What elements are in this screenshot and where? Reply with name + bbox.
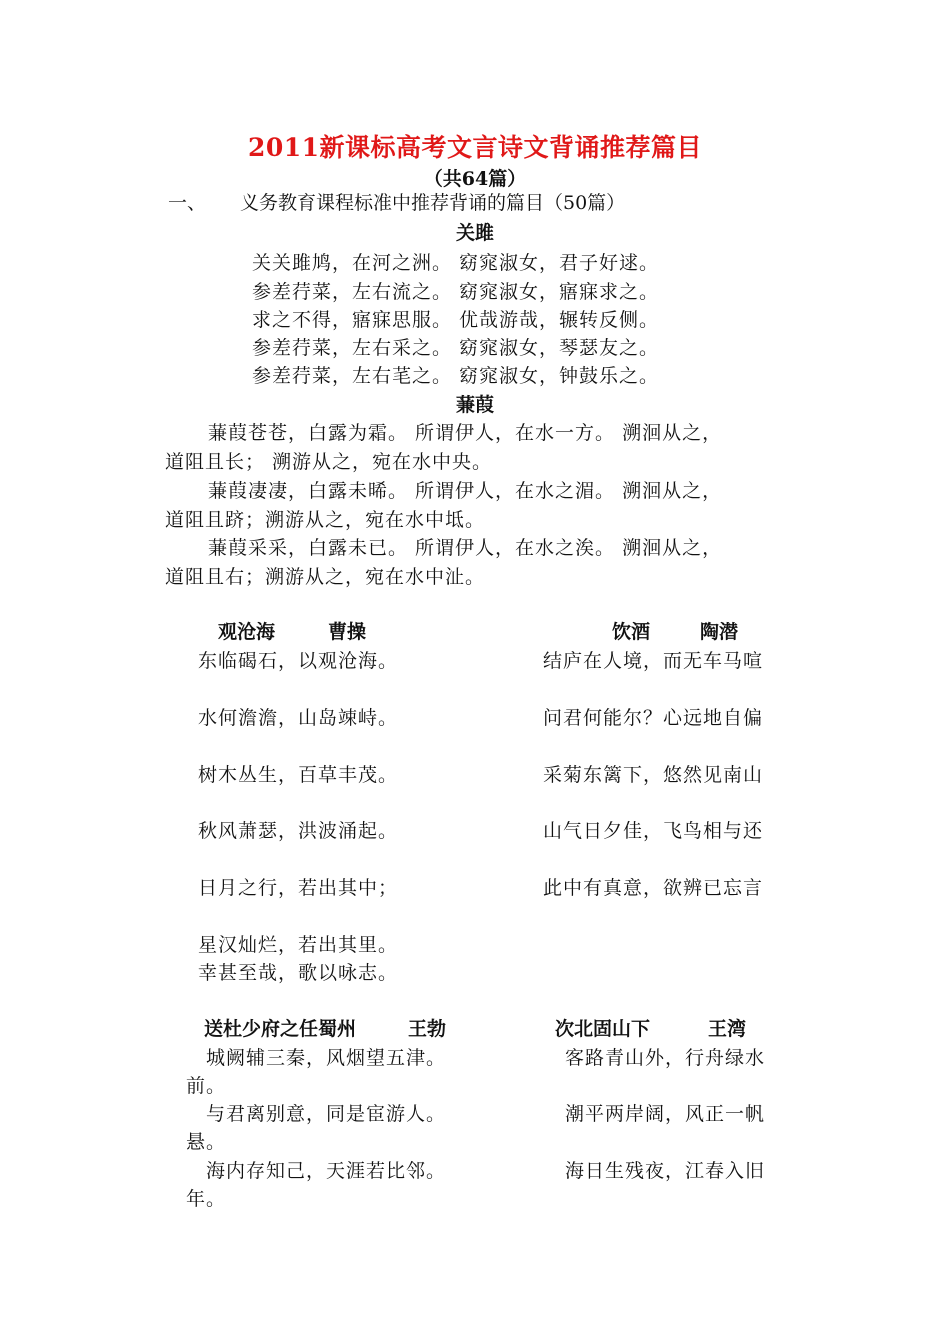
poem-line: 道阻且长； 溯游从之，宛在水中央。 bbox=[165, 451, 493, 473]
poem-line: 此中有真意，欲辨已忘言 bbox=[543, 877, 764, 899]
poem-line: 蒹葭苍苍，白露为霜。 所谓伊人，在水一方。 溯洄从之， bbox=[208, 422, 723, 444]
poem-title-yinjiu: 饮酒 bbox=[612, 621, 651, 643]
poem-line: 与君离别意，同是宦游人。 bbox=[206, 1103, 447, 1125]
poem-line: 参差荇菜，左右流之。 窈窕淑女，寤寐求之。 bbox=[252, 281, 660, 303]
poem-line: 蒹葭采采，白露未已。 所谓伊人，在水之涘。 溯洄从之， bbox=[208, 537, 723, 559]
poem-line: 日月之行，若出其中； bbox=[198, 877, 399, 899]
poem-line: 城阙辅三秦，风烟望五津。 bbox=[206, 1047, 447, 1069]
poem-title-jianjia: 蒹葭 bbox=[455, 394, 494, 416]
poem-line: 蒹葭凄凄，白露未晞。 所谓伊人，在水之湄。 溯洄从之， bbox=[208, 480, 723, 502]
poem-title-guanju: 关雎 bbox=[455, 222, 494, 244]
poem-line: 求之不得，寤寐思服。 优哉游哉，辗转反侧。 bbox=[252, 309, 660, 331]
poem-line: 秋风萧瑟，洪波涌起。 bbox=[198, 820, 399, 842]
document-title: 2011新课标高考文言诗文背诵推荐篇目 bbox=[247, 133, 703, 162]
poem-author-taoqian: 陶潜 bbox=[700, 621, 739, 643]
poem-line: 潮平两岸阔，风正一帆 bbox=[565, 1103, 766, 1125]
poem-line: 采菊东篱下，悠然见南山 bbox=[543, 764, 764, 786]
document-subtitle: （共64篇） bbox=[423, 168, 527, 190]
poem-line: 东临碣石，以观沧海。 bbox=[198, 650, 399, 672]
poem-line: 前。 bbox=[186, 1075, 227, 1097]
poem-line: 参差荇菜，左右芼之。 窈窕淑女，钟鼓乐之。 bbox=[252, 365, 660, 387]
poem-line: 山气日夕佳，飞鸟相与还 bbox=[543, 820, 764, 842]
poem-line: 道阻且跻；溯游从之，宛在水中坻。 bbox=[165, 509, 486, 531]
poem-line: 关关雎鸠，在河之洲。 窈窕淑女，君子好逑。 bbox=[252, 252, 660, 274]
poem-line: 悬。 bbox=[186, 1131, 227, 1153]
poem-author-wangbo: 王勃 bbox=[408, 1018, 447, 1040]
poem-line: 水何澹澹，山岛竦峙。 bbox=[198, 707, 399, 729]
poem-author-wangwan: 王湾 bbox=[708, 1018, 747, 1040]
poem-line: 参差荇菜，左右采之。 窈窕淑女，琴瑟友之。 bbox=[252, 337, 660, 359]
poem-line: 海内存知己，天涯若比邻。 bbox=[206, 1160, 447, 1182]
section-heading: 义务教育课程标准中推荐背诵的篇目（50篇） bbox=[240, 192, 626, 214]
poem-line: 道阻且右；溯游从之，宛在水中沚。 bbox=[165, 566, 486, 588]
section-number: 一、 bbox=[168, 192, 207, 214]
poem-line: 海日生残夜，江春入旧 bbox=[565, 1160, 766, 1182]
poem-line: 年。 bbox=[186, 1188, 227, 1210]
poem-title-guancanghai: 观沧海 bbox=[218, 621, 276, 643]
poem-line: 结庐在人境，而无车马喧 bbox=[543, 650, 764, 672]
poem-line: 问君何能尔？心远地自偏 bbox=[543, 707, 764, 729]
poem-author-caocao: 曹操 bbox=[328, 621, 367, 643]
poem-title-songdu: 送杜少府之任蜀州 bbox=[204, 1018, 357, 1040]
poem-line: 树木丛生，百草丰茂。 bbox=[198, 764, 399, 786]
poem-line: 幸甚至哉，歌以咏志。 bbox=[198, 962, 399, 984]
poem-line: 星汉灿烂，若出其里。 bbox=[198, 934, 399, 956]
poem-title-cibei: 次北固山下 bbox=[555, 1018, 651, 1040]
poem-line: 客路青山外，行舟绿水 bbox=[565, 1047, 766, 1069]
